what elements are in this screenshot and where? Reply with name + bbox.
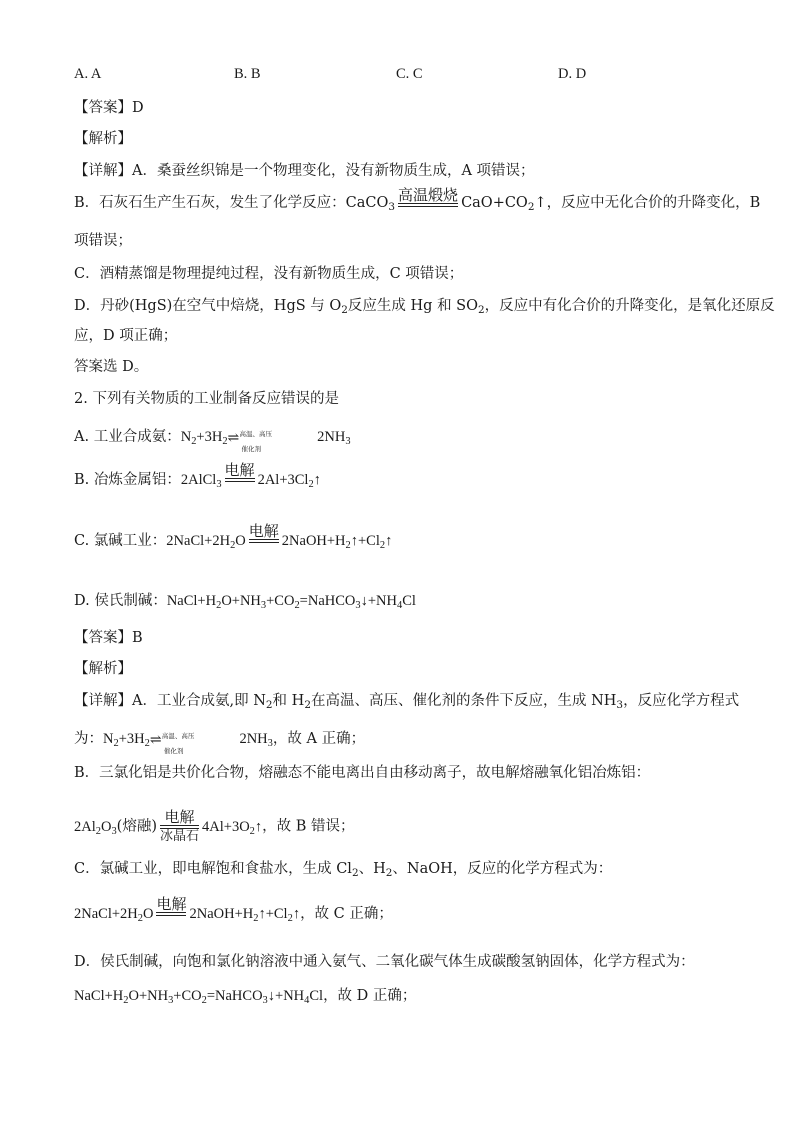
q2-detail-b-equation: $2Al_2O_3$(熔融) 电解 冰晶石 $4Al+3O_2↑$，故 B 错误； [74, 808, 355, 844]
q2-option-a: A. 工业合成氨：$N_2+3H_2$ ⇌ 高温、高压 催化剂 $2NH_3$ [74, 424, 351, 452]
q2-answer: 【答案】B [74, 630, 143, 646]
q2-detail-a: 【详解】A．工业合成氨,即 $N_2$和 $H_2$在高温、高压、催化剂的条件下反应，生成 $NH_3$，反应化学方程式 [74, 693, 740, 711]
q1-detail-c: C．酒精蒸馏是物理提纯过程，没有新物质生成，C 项错误； [74, 266, 464, 282]
q2-stem: 2. 下列有关物质的工业制备反应错误的是 [74, 391, 339, 407]
reversible-arrow: ⇌ 高温、高压 催化剂 [227, 430, 273, 453]
q1-detail-a: 【详解】A．桑蚕丝织锦是一个物理变化，没有新物质生成，A 项错误； [74, 163, 535, 179]
q1-detail-d: D．丹砂(HgS)在空气中焙烧，HgS 与 $O_2$反应生成 Hg 和 $SO_2$，反应中有化合价的升降变化，是氧化还原反 [74, 298, 775, 316]
q1-analysis-head: 【解析】 [74, 131, 132, 147]
q1-answer: 【答案】D [74, 100, 144, 116]
q1-detail-d-cont: 应，D 项正确； [74, 328, 178, 344]
q2-option-b: B. 冶炼金属铝：2AlCl$_3$ 电解 $2Al+3Cl_2↑$ [74, 461, 321, 490]
q1-detail-b-cont: 项错误； [74, 233, 132, 249]
q2-option-c: C. 氯碱工业：$2NaCl+2H_2O$ 电解 $2NaOH+H_2↑+Cl_2↑$ [74, 522, 393, 551]
reaction-condition: 高温煅烧 [398, 187, 458, 207]
q2-detail-c-equation: $2NaCl+2H_2O$ 电解 $2NaOH+H_2↑+Cl_2↑$，故 C 正确； [74, 895, 393, 924]
q2-detail-b: B．三氯化铝是共价化合物，熔融态不能电离出自由移动离子，故电解熔融氧化铝冶炼铝： [74, 765, 651, 781]
option-a: A. A [74, 66, 102, 82]
q2-option-d: D. 侯氏制碱：$NaCl+H_2O+NH_3+CO_2=NaHCO_3↓+NH_4Cl$ [74, 593, 416, 611]
q1-detail-b: B．石灰石生产生石灰，发生了化学反应：CaCO$_3$ 高温煅烧 $CaO+CO_2↑$，反应中无化合价的升降变化，B [74, 186, 761, 213]
option-c: C. C [396, 66, 423, 82]
q1-conclusion: 答案选 D。 [74, 359, 149, 375]
option-b: B. B [234, 66, 261, 82]
q2-detail-a-equation: 为：$N_2+3H_2$ ⇌ 高温、高压 催化剂 $2NH_3$，故 A 正确； [74, 731, 366, 755]
q2-analysis-head: 【解析】 [74, 661, 132, 677]
q2-detail-d-equation: $NaCl+H_2O+NH_3+CO_2=NaHCO_3↓+NH_4Cl$，故 D 正确； [74, 988, 417, 1006]
q2-detail-c: C．氯碱工业，即电解饱和食盐水，生成 $Cl_2$、$H_2$、NaOH，反应的化学方程式为： [74, 861, 613, 879]
option-d: D. D [558, 66, 587, 82]
q2-detail-d: D．侯氏制碱，向饱和氯化钠溶液中通入氨气、二氧化碳气体生成碳酸氢钠固体，化学方程式为： [74, 954, 695, 970]
